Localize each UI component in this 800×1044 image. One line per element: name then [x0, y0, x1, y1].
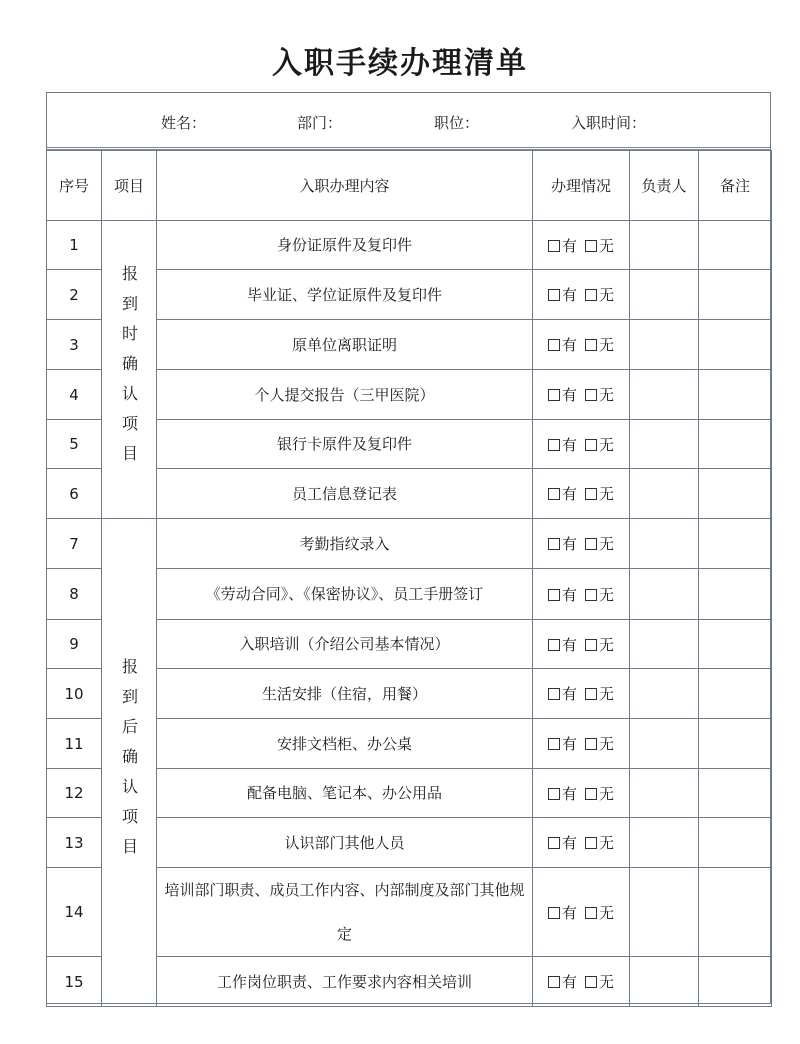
checkbox-label-yes: 有	[561, 236, 577, 255]
employee-info-row	[46, 92, 771, 150]
remark-cell[interactable]	[699, 221, 772, 270]
checkbox-no[interactable]	[585, 488, 597, 500]
row-status	[533, 669, 630, 719]
checkbox-label-no: 无	[599, 635, 615, 654]
row-number: 15	[47, 957, 102, 1007]
checkbox-label-no: 无	[599, 784, 615, 803]
checkbox-label-no: 无	[599, 834, 615, 852]
header-item: 项目	[102, 151, 157, 221]
checkbox-no[interactable]	[585, 976, 597, 988]
row-content: 毕业证、学位证原件及复印件	[157, 270, 533, 320]
header-status: 办理情况	[533, 151, 630, 221]
checkbox-no[interactable]	[585, 240, 597, 252]
row-content: 《劳动合同》、《保密协议》、员工手册签订	[157, 569, 533, 620]
row-status	[533, 370, 630, 420]
row-number: 13	[47, 818, 102, 868]
checkbox-label-yes: 有	[561, 535, 577, 553]
header-row	[47, 151, 772, 221]
checkbox-yes[interactable]	[548, 389, 560, 401]
owner-cell[interactable]	[630, 719, 699, 769]
row-content: 考勤指纹录入	[157, 519, 533, 569]
checkbox-label-yes: 有	[561, 485, 577, 503]
status-option-yes[interactable]	[548, 785, 577, 803]
status-option-yes[interactable]	[548, 485, 577, 503]
status-option-yes[interactable]	[548, 834, 577, 852]
row-number: 14	[47, 868, 102, 957]
position-label: 职位：	[434, 114, 480, 132]
checkbox-label-no: 无	[599, 435, 615, 454]
checkbox-no[interactable]	[585, 738, 597, 750]
checkbox-no[interactable]	[585, 837, 597, 849]
row-number: 10	[47, 669, 102, 719]
row-number: 12	[47, 769, 102, 818]
row-number: 1	[47, 221, 102, 270]
status-option-no[interactable]	[585, 834, 614, 852]
department-label: 部门：	[297, 114, 343, 132]
remark-cell[interactable]	[699, 957, 772, 1007]
status-option-no[interactable]	[585, 286, 614, 304]
checkbox-label-no: 无	[599, 485, 615, 503]
checkbox-label-yes: 有	[561, 286, 577, 304]
checkbox-yes[interactable]	[548, 289, 560, 301]
checkbox-label-yes: 有	[561, 386, 577, 404]
remark-cell[interactable]	[699, 719, 772, 769]
row-number: 8	[47, 569, 102, 620]
remark-cell[interactable]	[699, 270, 772, 320]
checkbox-no[interactable]	[585, 439, 597, 451]
owner-cell[interactable]	[630, 519, 699, 569]
checkbox-yes[interactable]	[548, 339, 560, 351]
row-status	[533, 957, 630, 1007]
remark-cell[interactable]	[699, 569, 772, 620]
row-number: 9	[47, 620, 102, 669]
header-content: 入职办理内容	[157, 151, 533, 221]
row-status	[533, 221, 630, 270]
checkbox-yes[interactable]	[548, 439, 560, 451]
row-number: 6	[47, 469, 102, 519]
row-content: 入职培训（介绍公司基本情况）	[157, 620, 533, 669]
checkbox-no[interactable]	[585, 907, 597, 919]
checkbox-yes[interactable]	[548, 488, 560, 500]
checkbox-label-yes: 有	[561, 635, 577, 654]
page-title: 入职手续办理清单	[272, 46, 528, 81]
checkbox-label-no: 无	[599, 286, 615, 304]
checkbox-yes[interactable]	[548, 738, 560, 750]
checkbox-no[interactable]	[585, 339, 597, 351]
checkbox-label-yes: 有	[561, 834, 577, 852]
row-status	[533, 818, 630, 868]
checkbox-label-yes: 有	[561, 903, 577, 922]
status-option-yes[interactable]	[548, 286, 577, 304]
row-status	[533, 868, 630, 957]
checkbox-label-yes: 有	[561, 973, 577, 991]
status-option-yes[interactable]	[548, 237, 577, 255]
remark-cell[interactable]	[699, 420, 772, 469]
header-no: 序号	[47, 151, 102, 221]
remark-cell[interactable]	[699, 769, 772, 818]
owner-cell[interactable]	[630, 569, 699, 620]
row-number: 7	[47, 519, 102, 569]
category-label: 报到时确认项目	[119, 264, 139, 475]
row-number: 11	[47, 719, 102, 769]
remark-cell[interactable]	[699, 818, 772, 868]
owner-cell[interactable]	[630, 769, 699, 818]
row-status	[533, 769, 630, 818]
row-content: 工作岗位职责、工作要求内容相关培训	[157, 957, 533, 1007]
checkbox-yes[interactable]	[548, 907, 560, 919]
row-status	[533, 620, 630, 669]
remark-cell[interactable]	[699, 469, 772, 519]
checkbox-no[interactable]	[585, 289, 597, 301]
row-content: 生活安排（住宿，用餐）	[157, 669, 533, 719]
checkbox-label-yes: 有	[561, 784, 577, 803]
checklist-table	[46, 150, 772, 1007]
table-row	[47, 519, 772, 569]
row-number: 5	[47, 420, 102, 469]
checkbox-no[interactable]	[585, 688, 597, 700]
status-option-yes[interactable]	[548, 336, 577, 354]
row-content: 配备电脑、笔记本、办公用品	[157, 769, 533, 818]
row-status	[533, 469, 630, 519]
checkbox-label-yes: 有	[561, 735, 577, 753]
row-status	[533, 270, 630, 320]
checkbox-yes[interactable]	[548, 837, 560, 849]
remark-cell[interactable]	[699, 320, 772, 370]
checkbox-label-no: 无	[599, 386, 615, 404]
row-content: 原单位离职证明	[157, 320, 533, 370]
row-number: 2	[47, 270, 102, 320]
remark-cell[interactable]	[699, 669, 772, 719]
row-content: 员工信息登记表	[157, 469, 533, 519]
owner-cell[interactable]	[630, 469, 699, 519]
checkbox-label-no: 无	[599, 585, 615, 604]
status-option-no[interactable]	[585, 336, 614, 354]
status-option-no[interactable]	[585, 237, 614, 255]
owner-cell[interactable]	[630, 420, 699, 469]
status-option-no[interactable]	[585, 785, 614, 803]
checkbox-label-no: 无	[599, 973, 615, 991]
checkbox-label-yes: 有	[561, 336, 577, 354]
checkbox-label-yes: 有	[561, 585, 577, 604]
checkbox-yes[interactable]	[548, 639, 560, 651]
status-option-yes[interactable]	[548, 586, 577, 604]
checkbox-label-no: 无	[599, 903, 615, 922]
entry-date-label: 入职时间：	[571, 114, 647, 132]
checkbox-no[interactable]	[585, 538, 597, 550]
checkbox-yes[interactable]	[548, 976, 560, 988]
checkbox-no[interactable]	[585, 589, 597, 601]
status-option-yes[interactable]	[548, 904, 577, 922]
owner-cell[interactable]	[630, 270, 699, 320]
status-option-yes[interactable]	[548, 436, 577, 454]
row-content: 银行卡原件及复印件	[157, 420, 533, 469]
header-remark: 备注	[699, 151, 772, 221]
checkbox-label-no: 无	[599, 336, 615, 354]
status-option-no[interactable]	[585, 386, 614, 404]
status-option-no[interactable]	[585, 904, 614, 922]
status-option-yes[interactable]	[548, 685, 577, 703]
row-content: 认识部门其他人员	[157, 818, 533, 868]
status-option-no[interactable]	[585, 485, 614, 503]
owner-cell[interactable]	[630, 320, 699, 370]
checkbox-yes[interactable]	[548, 240, 560, 252]
checkbox-no[interactable]	[585, 788, 597, 800]
status-option-yes[interactable]	[548, 973, 577, 991]
owner-cell[interactable]	[630, 957, 699, 1007]
owner-cell[interactable]	[630, 818, 699, 868]
name-label: 姓名：	[161, 114, 207, 132]
remark-cell[interactable]	[699, 370, 772, 420]
row-content: 培训部门职责、成员工作内容、内部制度及部门其他规定	[157, 868, 533, 957]
status-option-no[interactable]	[585, 535, 614, 553]
table-row	[47, 221, 772, 270]
owner-cell[interactable]	[630, 669, 699, 719]
row-content: 个人提交报告（三甲医院）	[157, 370, 533, 420]
remark-cell[interactable]	[699, 868, 772, 957]
row-number: 3	[47, 320, 102, 370]
row-status	[533, 420, 630, 469]
status-option-no[interactable]	[585, 735, 614, 753]
row-number: 4	[47, 370, 102, 420]
checkbox-no[interactable]	[585, 639, 597, 651]
row-content: 安排文档柜、办公桌	[157, 719, 533, 769]
status-option-no[interactable]	[585, 436, 614, 454]
checkbox-label-no: 无	[599, 735, 615, 753]
checkbox-yes[interactable]	[548, 589, 560, 601]
checkbox-label-yes: 有	[561, 435, 577, 454]
owner-cell[interactable]	[630, 370, 699, 420]
checkbox-yes[interactable]	[548, 538, 560, 550]
row-status	[533, 569, 630, 620]
checkbox-label-yes: 有	[561, 685, 577, 703]
category-before-arrival	[102, 221, 157, 519]
checkbox-yes[interactable]	[548, 788, 560, 800]
header-owner: 负责人	[630, 151, 699, 221]
category-after-arrival	[102, 519, 157, 1007]
checkbox-label-no: 无	[599, 535, 615, 553]
status-option-no[interactable]	[585, 973, 614, 991]
checkbox-label-no: 无	[599, 685, 615, 703]
status-option-no[interactable]	[585, 636, 614, 654]
checkbox-label-no: 无	[599, 236, 615, 255]
checkbox-no[interactable]	[585, 389, 597, 401]
row-status	[533, 519, 630, 569]
category-label: 报到后确认项目	[119, 657, 139, 868]
row-status	[533, 320, 630, 370]
status-option-no[interactable]	[585, 586, 614, 604]
status-option-yes[interactable]	[548, 636, 577, 654]
checkbox-yes[interactable]	[548, 688, 560, 700]
remark-cell[interactable]	[699, 519, 772, 569]
status-option-yes[interactable]	[548, 735, 577, 753]
owner-cell[interactable]	[630, 868, 699, 957]
row-content: 身份证原件及复印件	[157, 221, 533, 270]
status-option-yes[interactable]	[548, 535, 577, 553]
status-option-yes[interactable]	[548, 386, 577, 404]
status-option-no[interactable]	[585, 685, 614, 703]
owner-cell[interactable]	[630, 620, 699, 669]
remark-cell[interactable]	[699, 620, 772, 669]
row-status	[533, 719, 630, 769]
owner-cell[interactable]	[630, 221, 699, 270]
